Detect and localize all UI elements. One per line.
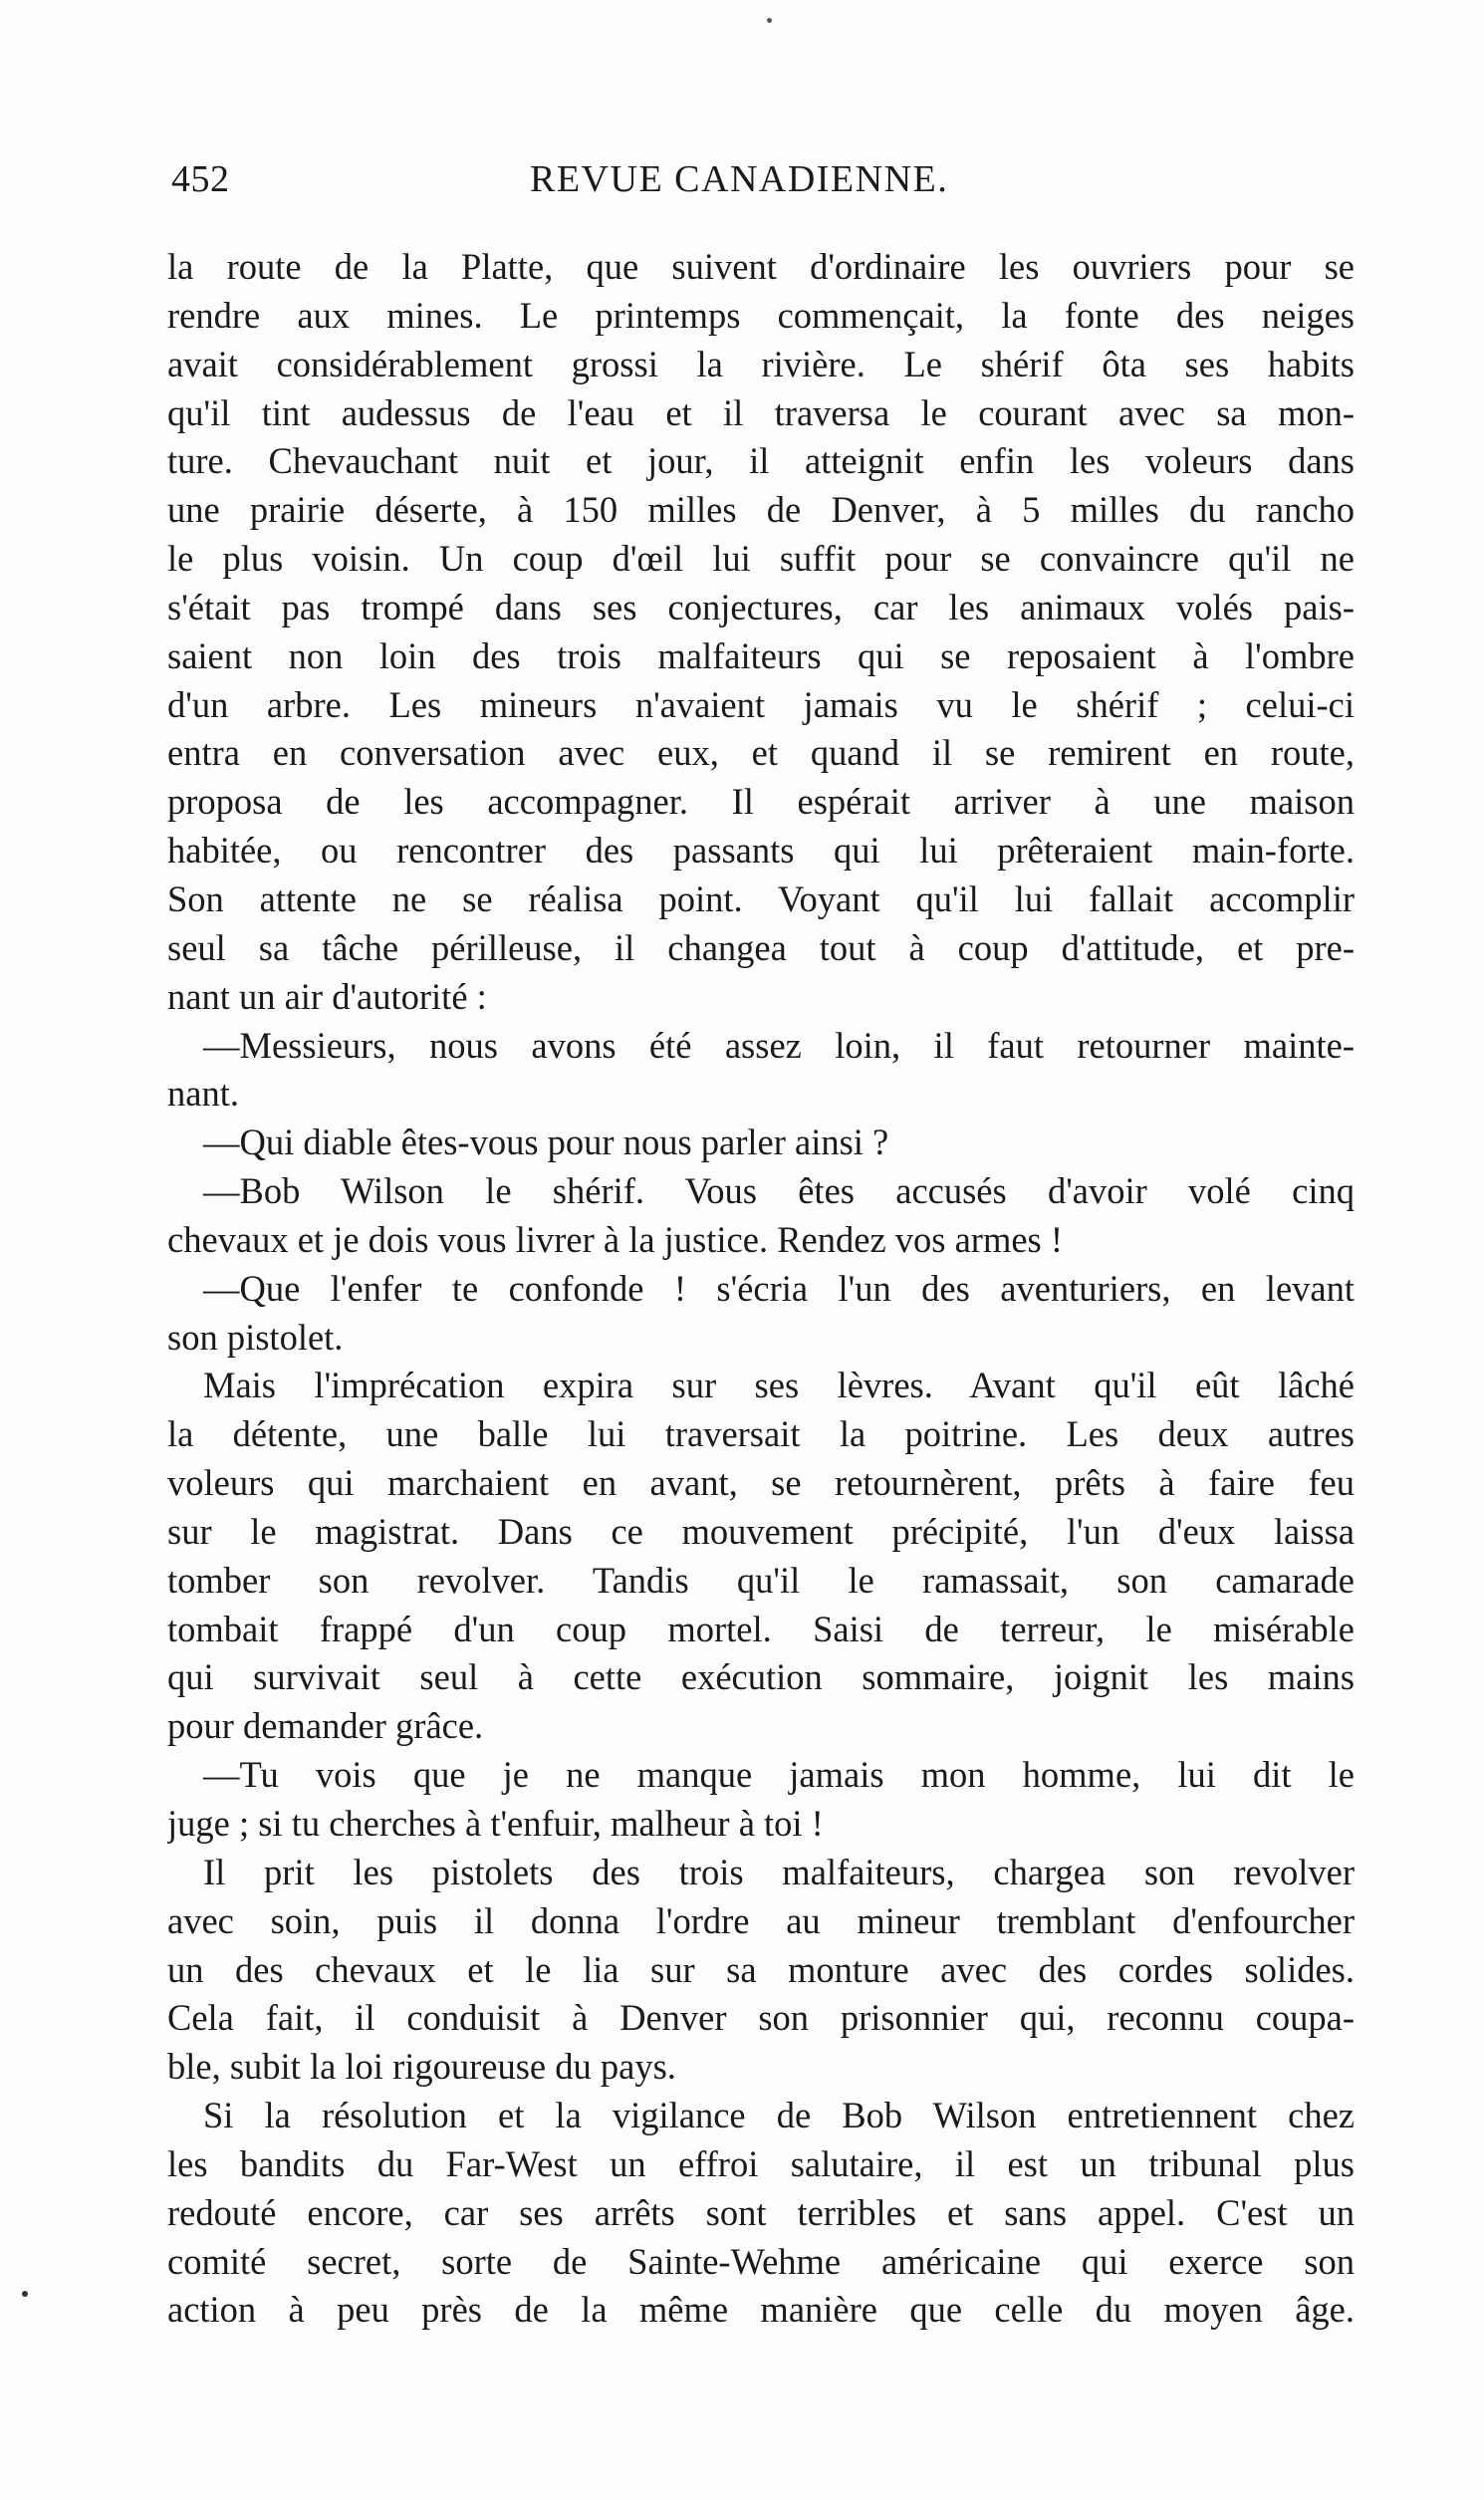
text-line: la détente, une balle lui traversait la poitrine. Les deux autres: [167, 1413, 1355, 1455]
dialogue-line: —Messieurs, nous avons été assez loin, il faut retourner mainte-: [203, 1024, 1355, 1066]
text-line: qui survivait seul à cette exécution sommaire, joignit les mains: [167, 1656, 1355, 1698]
text-line: la route de la Platte, que suivent d'ordinaire les ouvriers pour se: [167, 246, 1355, 287]
paragraph-first-line: Si la résolution et la vigilance de Bob Wilson entretiennent chez: [203, 2095, 1355, 2136]
paragraph-first-line: Il prit les pistolets des trois malfaiteurs, chargea son revolver: [203, 1851, 1355, 1892]
text-line: action à peu près de la même manière que celle du moyen âge.: [167, 2289, 1355, 2331]
text-line: rendre aux mines. Le printemps commençait, la fonte des neiges: [167, 294, 1355, 336]
text-line: sur le magistrat. Dans ce mouvement précipité, l'un d'eux laissa: [167, 1510, 1355, 1552]
page-header: [171, 157, 1357, 217]
text-line: qu'il tint audessus de l'eau et il traversa le courant avec sa mon-: [167, 391, 1355, 433]
text-line: une prairie déserte, à 150 milles de Denver, à 5 milles du rancho: [167, 489, 1355, 531]
body-text: [167, 243, 1355, 2335]
text-line: comité secret, sorte de Sainte-Wehme américaine qui exerce son: [167, 2240, 1355, 2282]
text-line: ble, subit la loi rigoureuse du pays.: [167, 2046, 676, 2088]
text-line: un des chevaux et le lia sur sa monture avec des cordes solides.: [167, 1948, 1355, 1990]
page-number: 452: [171, 158, 230, 200]
text-line: entra en conversation avec eux, et quand il se remirent en route,: [167, 732, 1355, 774]
paragraph-first-line: Mais l'imprécation expira sur ses lèvres. Avant qu'il eût lâché: [203, 1365, 1355, 1406]
text-line: saient non loin des trois malfaiteurs qui se reposaient à l'ombre: [167, 634, 1355, 676]
dialogue-line: —Que l'enfer te confonde ! s'écria l'un des aventuriers, en levant: [203, 1267, 1355, 1309]
text-line: nant un air d'autorité :: [167, 975, 487, 1017]
running-title: REVUE CANADIENNE.: [530, 158, 949, 200]
dialogue-line: —Tu vois que je ne manque jamais mon homme, lui dit le: [203, 1754, 1355, 1796]
ink-speck: [767, 18, 772, 23]
text-line: Son attente ne se réalisa point. Voyant qu'il lui fallait accomplir: [167, 877, 1355, 919]
text-line: proposa de les accompagner. Il espérait arriver à une maison: [167, 781, 1355, 823]
text-line: les bandits du Far-West un effroi salutaire, il est un tribunal plus: [167, 2142, 1355, 2184]
text-line: habitée, ou rencontrer des passants qui lui prêteraient main-forte.: [167, 830, 1355, 872]
text-line: tomber son revolver. Tandis qu'il le ramassait, son camarade: [167, 1559, 1355, 1601]
text-line: nant.: [167, 1073, 239, 1115]
text-line: son pistolet.: [167, 1316, 344, 1358]
dialogue-line: —Qui diable êtes-vous pour nous parler ainsi ?: [203, 1122, 889, 1163]
margin-ink-mark: [22, 2291, 28, 2297]
text-line: Cela fait, il conduisit à Denver son prisonnier qui, reconnu coupa-: [167, 1997, 1355, 2039]
text-line: pour demander grâce.: [167, 1705, 484, 1747]
text-line: seul sa tâche périlleuse, il changea tout à coup d'attitude, et pre-: [167, 926, 1355, 968]
text-line: d'un arbre. Les mineurs n'avaient jamais vu le shérif ; celui-ci: [167, 683, 1355, 725]
text-line: juge ; si tu cherches à t'enfuir, malheur à toi !: [167, 1803, 824, 1844]
text-line: chevaux et je dois vous livrer à la justice. Rendez vos armes !: [167, 1218, 1064, 1260]
text-line: redouté encore, car ses arrêts sont terribles et sans appel. C'est un: [167, 2191, 1355, 2233]
text-line: s'était pas trompé dans ses conjectures, car les animaux volés pais-: [167, 586, 1355, 627]
text-line: tombait frappé d'un coup mortel. Saisi de terreur, le misérable: [167, 1608, 1355, 1649]
text-line: avait considérablement grossi la rivière. Le shérif ôta ses habits: [167, 343, 1355, 384]
dialogue-line: —Bob Wilson le shérif. Vous êtes accusés d'avoir volé cinq: [203, 1170, 1355, 1212]
text-line: avec soin, puis il donna l'ordre au mineur tremblant d'enfourcher: [167, 1899, 1355, 1941]
text-line: voleurs qui marchaient en avant, se retournèrent, prêts à faire feu: [167, 1462, 1355, 1504]
text-line: le plus voisin. Un coup d'œil lui suffit pour se convaincre qu'il ne: [167, 538, 1355, 580]
text-line: ture. Chevauchant nuit et jour, il atteignit enfin les voleurs dans: [167, 440, 1355, 482]
